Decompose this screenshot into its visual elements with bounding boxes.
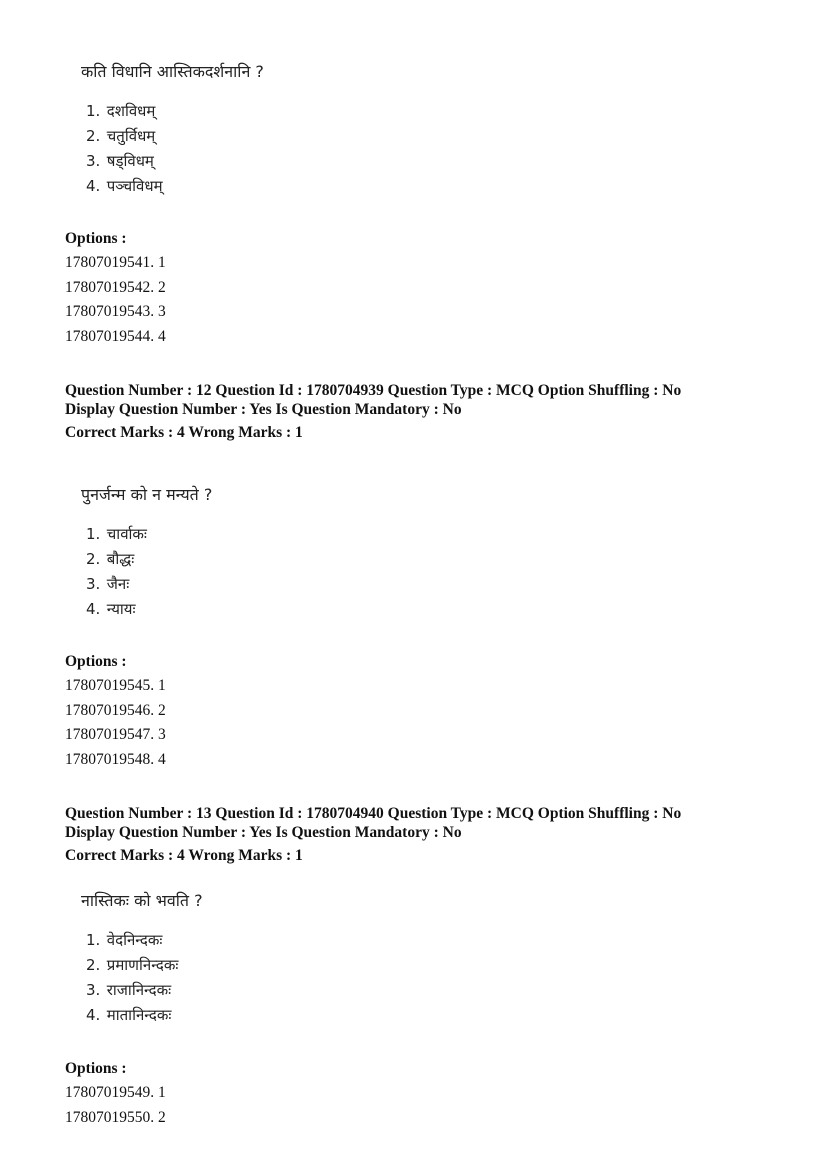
question-meta-line: Display Question Number : Yes Is Question Mandatory : No: [65, 824, 462, 841]
question-meta-line: Question Number : 13 Question Id : 1780704940 Question Type : MCQ Option Shuffling : No: [65, 805, 682, 822]
question-text: पुनर्जन्म को न मन्यते ?: [81, 485, 213, 504]
options-heading: Options :: [65, 653, 127, 670]
option-row: 17807019541. 1: [65, 254, 166, 271]
choice-2: [86, 955, 178, 975]
choice-4: [86, 176, 163, 196]
choice-text: चतुर्विधम्: [106, 127, 156, 145]
choice-number: 2.: [86, 127, 101, 145]
choice-text: पञ्चविधम्: [106, 177, 163, 195]
choice-1: [86, 930, 162, 950]
choice-3: [86, 980, 171, 1000]
marks-line: Correct Marks : 4 Wrong Marks : 1: [65, 847, 303, 864]
choice-number: 2.: [86, 550, 101, 568]
choice-number: 3.: [86, 575, 101, 593]
option-row: 17807019545. 1: [65, 677, 166, 694]
choice-text: चार्वाकः: [106, 525, 147, 543]
choice-text: न्यायः: [106, 600, 136, 618]
option-row: 17807019547. 3: [65, 726, 166, 743]
choice-number: 3.: [86, 152, 101, 170]
choice-number: 3.: [86, 981, 101, 999]
choice-number: 1.: [86, 525, 101, 543]
question-meta-line: Display Question Number : Yes Is Question Mandatory : No: [65, 401, 462, 418]
choice-3: [86, 151, 154, 171]
choice-number: 1.: [86, 102, 101, 120]
choice-4: [86, 1005, 171, 1025]
choice-2: [86, 549, 134, 569]
choice-2: [86, 126, 155, 146]
choice-number: 4.: [86, 177, 101, 195]
choice-number: 4.: [86, 600, 101, 618]
choice-number: 1.: [86, 931, 101, 949]
question-meta-line: Question Number : 12 Question Id : 1780704939 Question Type : MCQ Option Shuffling : No: [65, 382, 682, 399]
choice-text: बौद्धः: [106, 550, 135, 568]
option-row: 17807019542. 2: [65, 279, 166, 296]
choice-text: राजानिन्दकः: [106, 981, 172, 999]
choice-text: षड्विधम्: [106, 152, 154, 170]
marks-line: Correct Marks : 4 Wrong Marks : 1: [65, 424, 303, 441]
option-row: 17807019550. 2: [65, 1109, 166, 1126]
choice-1: [86, 524, 147, 544]
option-row: 17807019548. 4: [65, 751, 166, 768]
choice-text: प्रमाणनिन्दकः: [106, 956, 179, 974]
option-row: 17807019546. 2: [65, 702, 166, 719]
question-text: नास्तिकः को भवति ?: [81, 891, 203, 910]
choice-text: मातानिन्दकः: [106, 1006, 172, 1024]
choice-number: 4.: [86, 1006, 101, 1024]
question-text: कति विधानि आस्तिकदर्शनानि ?: [81, 62, 264, 81]
choice-3: [86, 574, 129, 594]
option-row: 17807019544. 4: [65, 328, 166, 345]
choice-text: वेदनिन्दकः: [106, 931, 163, 949]
options-heading: Options :: [65, 1060, 127, 1077]
choice-text: जैनः: [106, 575, 130, 593]
options-heading: Options :: [65, 230, 127, 247]
choice-number: 2.: [86, 956, 101, 974]
choice-1: [86, 101, 155, 121]
choice-4: [86, 599, 136, 619]
choice-text: दशविधम्: [106, 102, 156, 120]
option-row: 17807019543. 3: [65, 303, 166, 320]
option-row: 17807019549. 1: [65, 1084, 166, 1101]
